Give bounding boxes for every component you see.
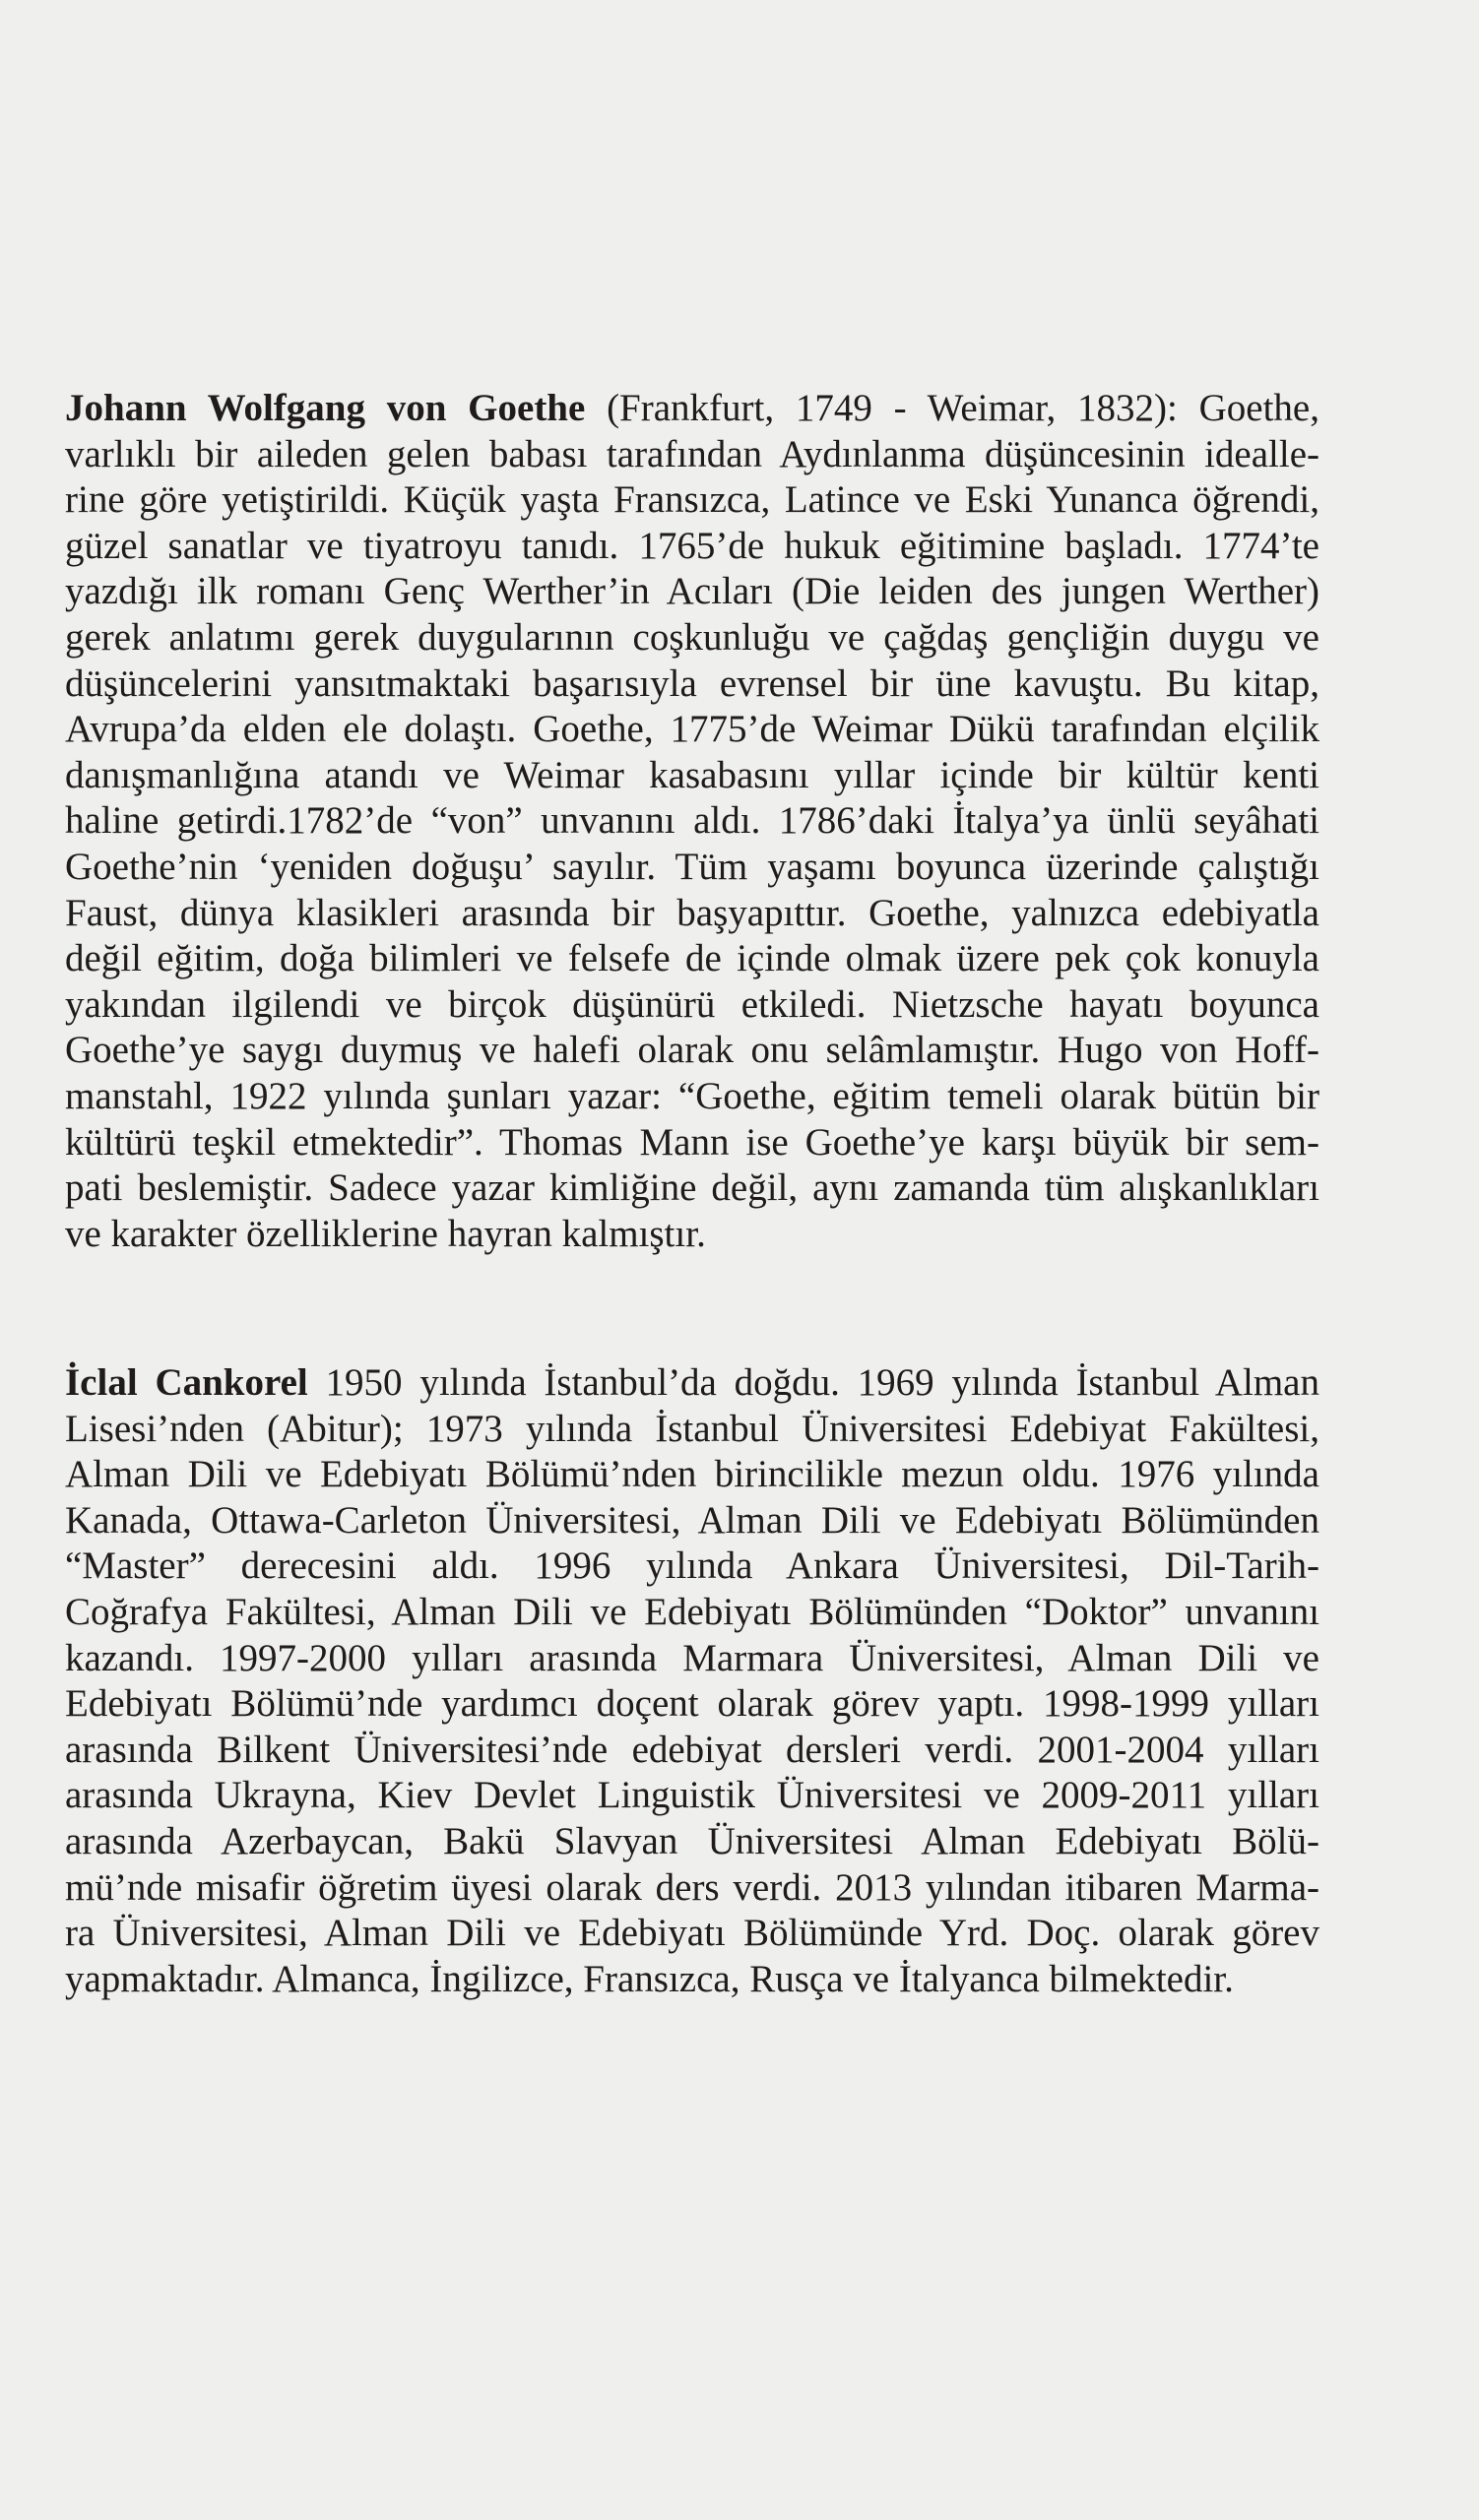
text-line: “Master” derecesini aldı. 1996 yılında Ankara Üniversitesi, Dil-Tarih- bbox=[65, 1544, 1319, 1588]
text-line: ra Üniversitesi, Alman Dili ve Edebiyatı Bölümünde Yrd. Doç. olarak görev bbox=[65, 1912, 1319, 1955]
text-line: kültürü teşkil etmektedir”. Thomas Mann ise Goethe’ye karşı büyük bir sem- bbox=[65, 1120, 1319, 1164]
text-line: düşüncelerini yansıtmaktaki başarısıyla evrensel bir üne kavuştu. Bu kitap, bbox=[65, 662, 1319, 705]
bio-goethe bbox=[65, 386, 1319, 1257]
text-line: kazandı. 1997-2000 yılları arasında Marmara Üniversitesi, Alman Dili ve bbox=[65, 1636, 1319, 1679]
text-line: rine göre yetiştirildi. Küçük yaşta Fransızca, Latince ve Eski Yunanca öğrendi, bbox=[65, 478, 1319, 522]
text-line: arasında Bilkent Üniversitesi’nde edebiyat dersleri verdi. 2001-2004 yılları bbox=[65, 1728, 1319, 1771]
text-line: manstahl, 1922 yılında şunları yazar: “Goethe, eğitim temeli olarak bütün bir bbox=[65, 1074, 1319, 1117]
text-line: yakından ilgilendi ve birçok düşünürü etkiledi. Nietzsche hayatı boyunca bbox=[65, 982, 1319, 1026]
translator-name: İclal Cankorel bbox=[65, 1361, 308, 1404]
text-line: Edebiyatı Bölümü’nde yardımcı doçent olarak görev yaptı. 1998-1999 yılları bbox=[65, 1682, 1319, 1726]
text-line: Johann Wolfgang von Goethe (Frankfurt, 1749 - Weimar, 1832): Goethe, bbox=[65, 387, 1319, 429]
text-line: varlıklı bir aileden gelen babası tarafından Aydınlanma düşüncesinin idealle- bbox=[65, 432, 1319, 475]
author-name: Johann Wolfgang von Goethe bbox=[65, 387, 586, 429]
text-line: mü’nde misafir öğretim üyesi olarak ders verdi. 2013 yılından itibaren Marma- bbox=[65, 1865, 1319, 1909]
text-line: danışmanlığına atandı ve Weimar kasabasını yıllar içinde bir kültür kenti bbox=[65, 753, 1319, 796]
text-line: güzel sanatlar ve tiyatroyu tanıdı. 1765’de hukuk eğitimine başladı. 1774’te bbox=[65, 524, 1319, 567]
text-line: Coğrafya Fakültesi, Alman Dili ve Edebiyatı Bölümünden “Doktor” unvanını bbox=[65, 1590, 1319, 1633]
text-line: Avrupa’da elden ele dolaştı. Goethe, 1775’de Weimar Dükü tarafından elçilik bbox=[65, 708, 1319, 751]
text-line: Goethe’ye saygı duymuş ve halefi olarak onu selâmlamıştır. Hugo von Hoff- bbox=[65, 1029, 1319, 1072]
text-line: yazdığı ilk romanı Genç Werther’in Acıları (Die leiden des jungen Werther) bbox=[65, 570, 1319, 613]
text-line: Kanada, Ottawa-Carleton Üniversitesi, Alman Dili ve Edebiyatı Bölümünden bbox=[65, 1498, 1319, 1542]
text-line: arasında Azerbaycan, Bakü Slavyan Üniversitesi Alman Edebiyatı Bölü- bbox=[65, 1819, 1319, 1862]
text-line: gerek anlatımı gerek duygularının coşkunluğu ve çağdaş gençliğin duygu ve bbox=[65, 615, 1319, 659]
text-line: ve karakter özelliklerine hayran kalmıştır. bbox=[65, 1212, 706, 1255]
text-line: Alman Dili ve Edebiyatı Bölümü’nden birincilikle mezun oldu. 1976 yılında bbox=[65, 1453, 1319, 1496]
text-line: Goethe’nin ‘yeniden doğuşu’ sayılır. Tüm yaşamı boyunca üzerinde çalıştığı bbox=[65, 845, 1319, 888]
bio-cankorel bbox=[65, 1360, 1319, 2002]
text-line: haline getirdi.1782’de “von” unvanını aldı. 1786’daki İtalya’ya ünlü seyâhati bbox=[65, 799, 1319, 843]
text-line: pati beslemiştir. Sadece yazar kimliğine değil, aynı zamanda tüm alışkanlıkları bbox=[65, 1166, 1319, 1210]
text-line: arasında Ukrayna, Kiev Devlet Linguistik Üniversitesi ve 2009-2011 yılları bbox=[65, 1774, 1319, 1817]
text-line: değil eğitim, doğa bilimleri ve felsefe de içinde olmak üzere pek çok konuyla bbox=[65, 937, 1319, 980]
text-line: Lisesi’nden (Abitur); 1973 yılında İstanbul Üniversitesi Edebiyat Fakültesi, bbox=[65, 1407, 1319, 1450]
text-line: Faust, dünya klasikleri arasında bir başyapıttır. Goethe, yalnızca edebiyatla bbox=[65, 891, 1319, 934]
text-line: yapmaktadır. Almanca, İngilizce, Fransızca, Rusça ve İtalyanca bilmektedir. bbox=[65, 1957, 1234, 2000]
text-line: İclal Cankorel 1950 yılında İstanbul’da doğdu. 1969 yılında İstanbul Alman bbox=[65, 1361, 1319, 1404]
